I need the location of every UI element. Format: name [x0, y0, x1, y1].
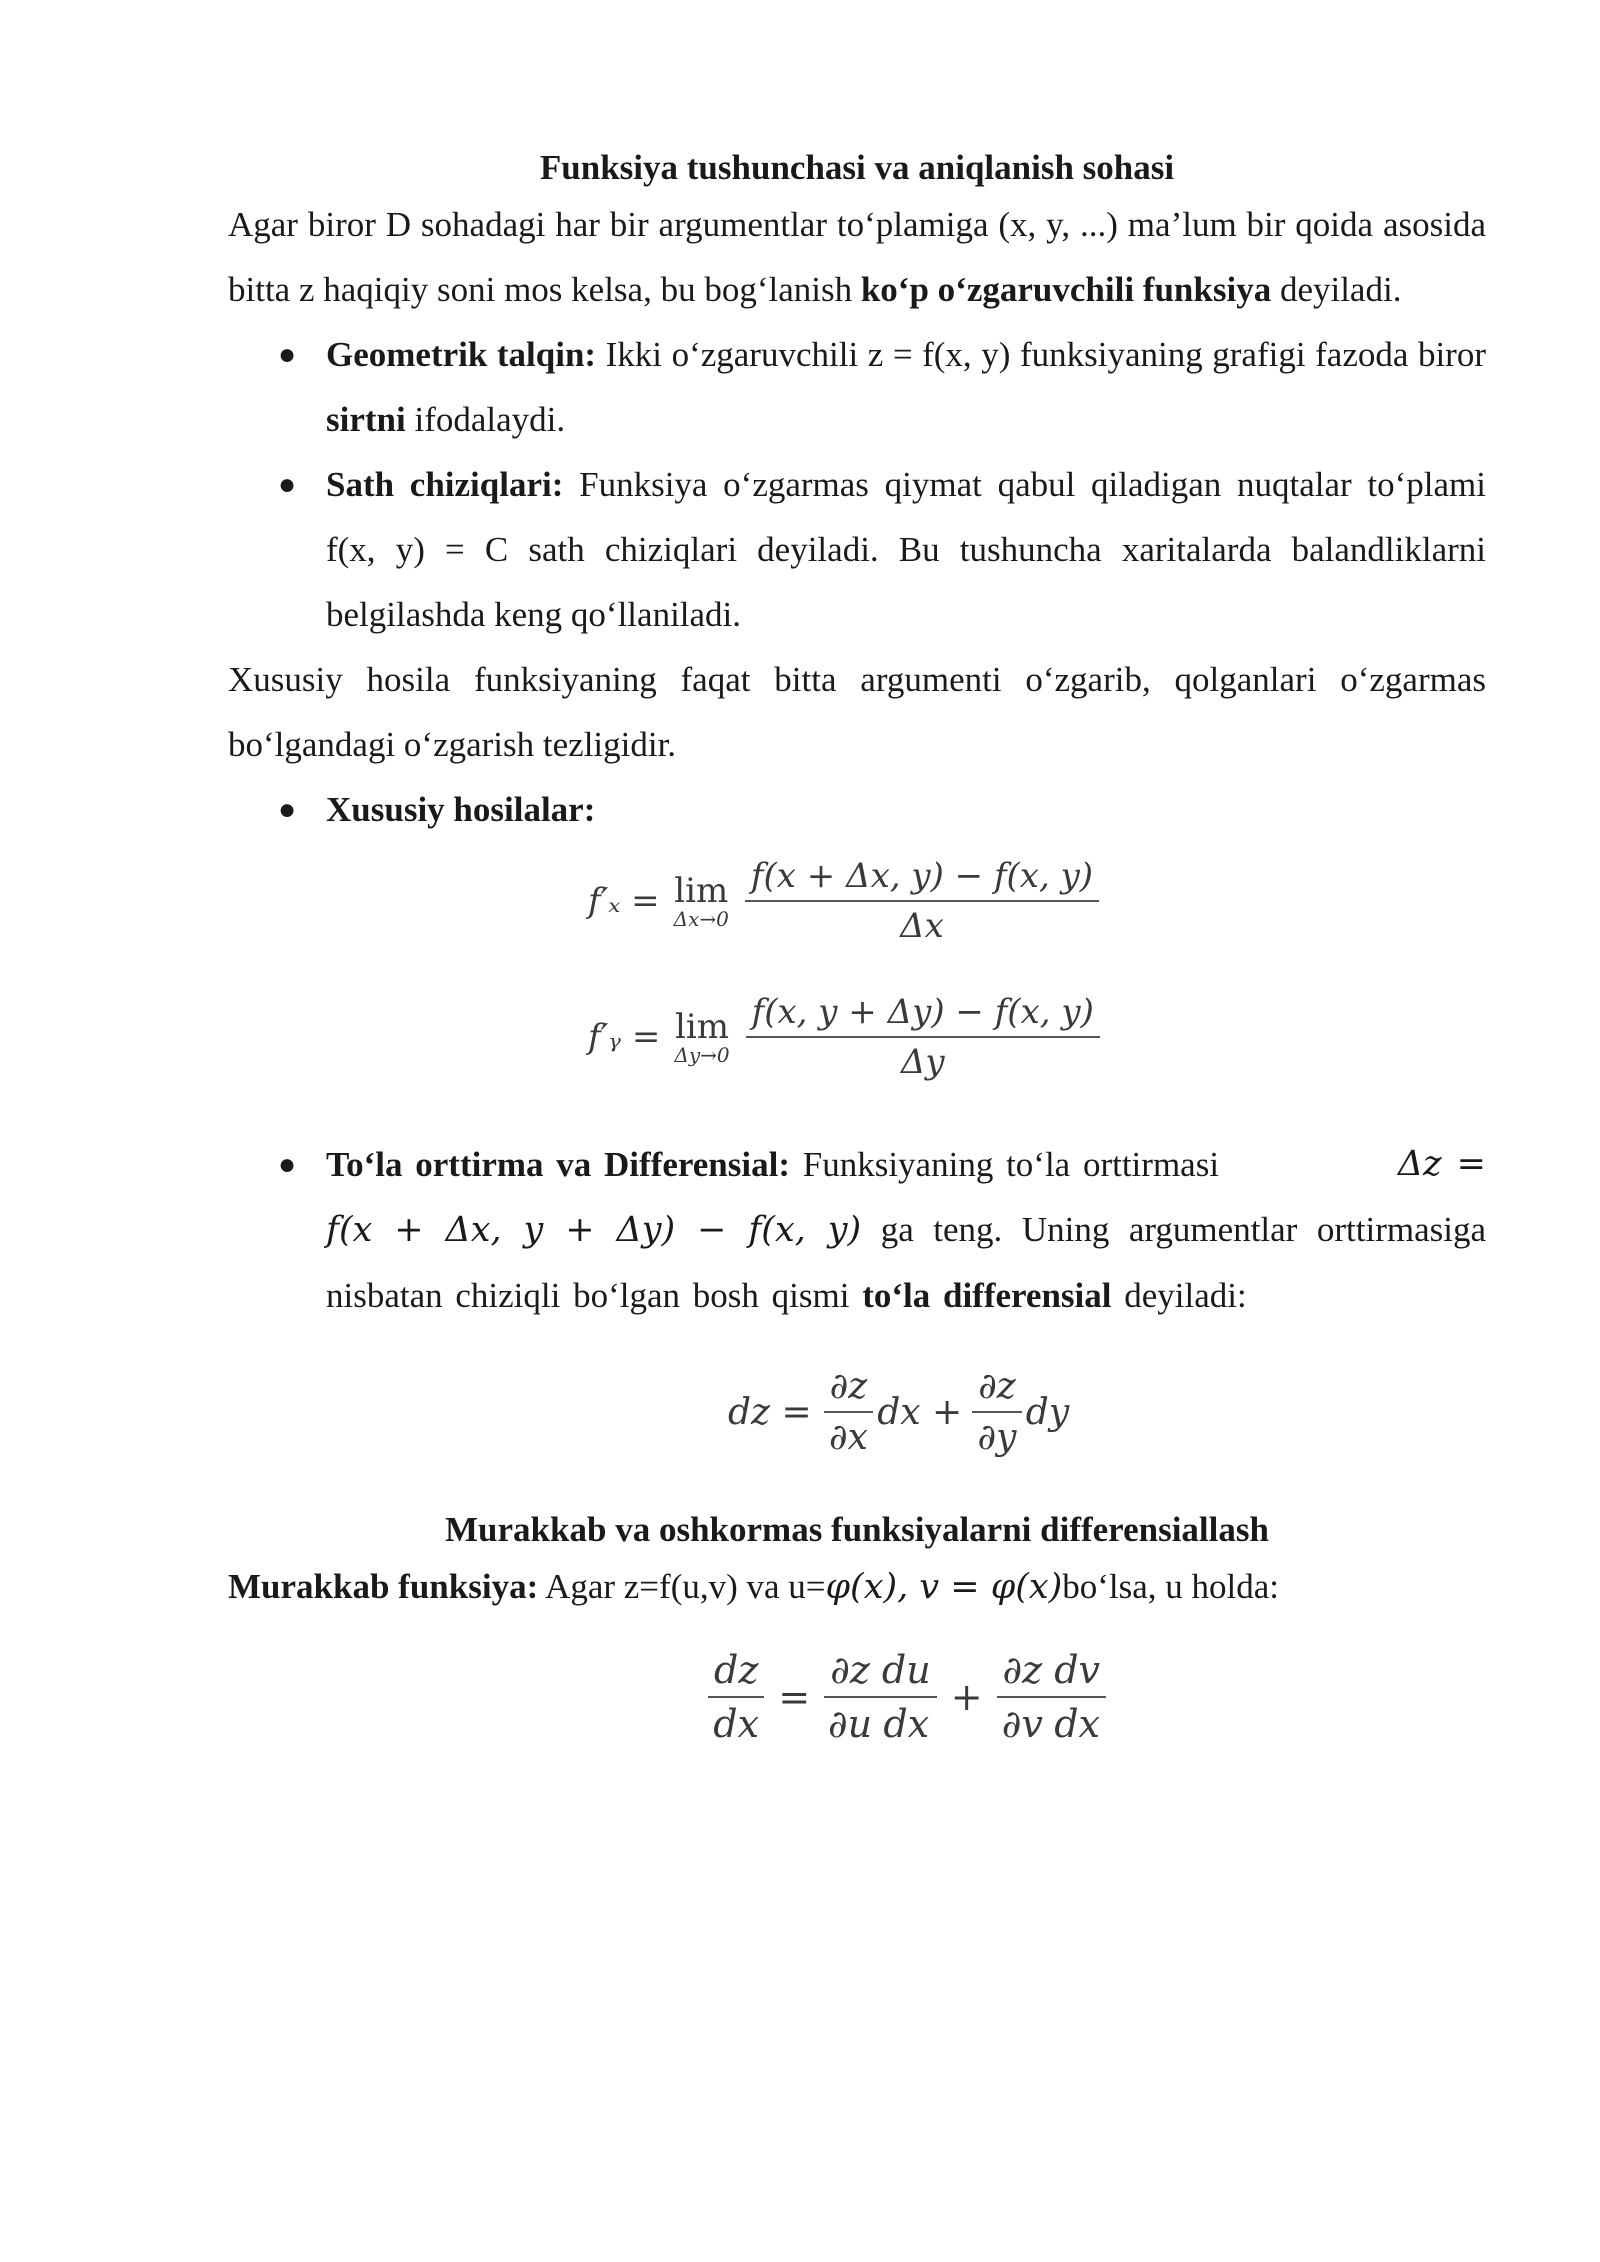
- list-item-bold-term: to‘la differensial: [862, 1276, 1112, 1315]
- composite-text: Agar z=f(u,v) va u=: [538, 1567, 826, 1606]
- limit-subscript: Δy→0: [674, 1043, 730, 1067]
- list-item-text: Ikki o‘zgaruvchili z = f(x, y) funksiyaning grafigi fazoda biror: [596, 335, 1486, 374]
- intro-paragraph: [228, 192, 1486, 322]
- formula-partial-y: [228, 982, 1486, 1132]
- bullet-icon: ●: [278, 1148, 297, 1181]
- list-item-label: Xususiy hosilalar:: [326, 790, 596, 829]
- phi-expression: φ(x), v = φ(x): [825, 1567, 1063, 1607]
- composite-function-paragraph: [228, 1554, 1486, 1620]
- list-item-bold-term: sirtni: [326, 400, 406, 439]
- limit-text: lim: [675, 1007, 730, 1047]
- formula-term: dx +: [877, 1391, 963, 1433]
- fraction-denominator: ∂x: [828, 1417, 868, 1458]
- document-content: [228, 146, 1486, 1790]
- list-item-text: Funksiyaning to‘la orttirmasi: [790, 1145, 1220, 1184]
- formula-total-differential: [228, 1328, 1486, 1508]
- total-differential-list: [228, 1132, 1486, 1328]
- concept-list: [228, 322, 1486, 647]
- partial-list: [228, 777, 1486, 842]
- fraction-numerator: f(x, y + Δy) − f(x, y): [746, 992, 1100, 1038]
- list-item-partials: [228, 777, 1486, 842]
- section-title-composite: Murakkab va oshkormas funksiyalarni differensiallash: [445, 1510, 1269, 1549]
- formula-fraction: [746, 992, 1100, 1082]
- formula-fraction: [824, 1648, 876, 1746]
- formula-equals: =: [778, 1675, 811, 1719]
- fraction-denominator: dx: [713, 1702, 760, 1746]
- list-item-text-end: ifodalaydi.: [405, 400, 566, 439]
- formula-fraction: [997, 1648, 1049, 1746]
- fraction-denominator: Δx: [900, 906, 944, 946]
- bullet-icon: ●: [278, 793, 297, 826]
- section-title-function-concept: Funksiya tushunchasi va aniqlanish sohasi: [539, 148, 1175, 187]
- formula-limit: [674, 1007, 729, 1067]
- fraction-numerator: dv: [1048, 1648, 1106, 1698]
- formula-lhs: dz =: [728, 1391, 812, 1433]
- formula-plus: +: [950, 1675, 983, 1719]
- fraction-numerator: dz: [708, 1648, 764, 1698]
- list-item-label: To‘la orttirma va Differensial:: [326, 1145, 790, 1184]
- formula-partial-x: [228, 842, 1486, 982]
- total-increment-expression: f(x + Δx, y + Δy) − f(x, y): [326, 1210, 862, 1250]
- formula-fraction: [745, 856, 1099, 946]
- fraction-numerator: f(x + Δx, y) − f(x, y): [745, 856, 1099, 902]
- formula-fraction: [824, 1366, 874, 1458]
- formula-fraction: [1048, 1648, 1106, 1746]
- formula-limit: [674, 871, 729, 931]
- fraction-numerator: ∂z: [824, 1648, 876, 1698]
- fraction-numerator: ∂z: [972, 1366, 1022, 1413]
- fraction-numerator: ∂z: [997, 1648, 1049, 1698]
- fraction-denominator: dx: [883, 1702, 930, 1746]
- formula-lhs: f′ᵧ =: [588, 1017, 661, 1057]
- list-item-label: Sath chiziqlari:: [326, 465, 564, 504]
- formula-fraction: [972, 1366, 1022, 1458]
- composite-label: Murakkab funksiya:: [228, 1567, 539, 1606]
- list-item-level-lines: [228, 452, 1486, 647]
- fraction-numerator: ∂z: [824, 1366, 874, 1413]
- intro-text: Agar biror D sohadagi har bir argumentlar to‘plamiga (x, y, ...) ma’lum bir qoida asosida bitta z haqiqiy soni mos kelsa, bu bog‘lanish: [228, 205, 1486, 309]
- list-item-text: Funksiya o‘zgarmas qiymat qabul qiladigan nuqtalar to‘plami f(x, y) = C sath chiziqlari deyiladi. Bu tushuncha xaritalarda balandliklarni belgilashda keng qo‘llaniladi.: [326, 465, 1486, 634]
- fraction-denominator: ∂y: [977, 1417, 1017, 1458]
- list-item-text-end: deyiladi:: [1111, 1276, 1247, 1315]
- bullet-icon: ●: [278, 468, 297, 501]
- formula-fraction: [708, 1648, 764, 1746]
- intro-bold-term: ko‘p o‘zgaruvchili funksiya: [860, 270, 1272, 309]
- fraction-numerator: du: [876, 1648, 937, 1698]
- fraction-denominator: dx: [1054, 1702, 1100, 1746]
- composite-text-end: bo‘lsa, u holda:: [1062, 1567, 1280, 1606]
- formula-chain-rule: [228, 1620, 1486, 1790]
- partial-derivative-intro: Xususiy hosila funksiyaning faqat bitta argumenti o‘zgarib, qolganlari o‘zgarmas bo‘lgandagi o‘zgarish tezligidir.: [228, 660, 1486, 764]
- formula-term: dy: [1025, 1391, 1070, 1433]
- list-item-text-cont: ga teng. Uning argumentlar orttirmasiga nisbatan chiziqli bo‘lgan bosh qismi: [326, 1210, 1486, 1315]
- delta-z-expression: Δz =: [1397, 1144, 1486, 1184]
- fraction-denominator: ∂u: [827, 1702, 873, 1746]
- formula-lhs: f′ₓ =: [588, 881, 660, 921]
- formula-fraction: [876, 1648, 937, 1746]
- fraction-denominator: Δy: [900, 1042, 945, 1082]
- fraction-denominator: ∂v: [1001, 1702, 1043, 1746]
- limit-subscript: Δx→0: [673, 907, 729, 931]
- limit-text: lim: [674, 871, 729, 911]
- list-item-geometric: [228, 322, 1486, 452]
- list-item-label: Geometrik talqin:: [326, 335, 597, 374]
- list-item-total-differential: [228, 1132, 1486, 1328]
- intro-text-end: deyiladi.: [1271, 270, 1402, 309]
- bullet-icon: ●: [278, 338, 297, 371]
